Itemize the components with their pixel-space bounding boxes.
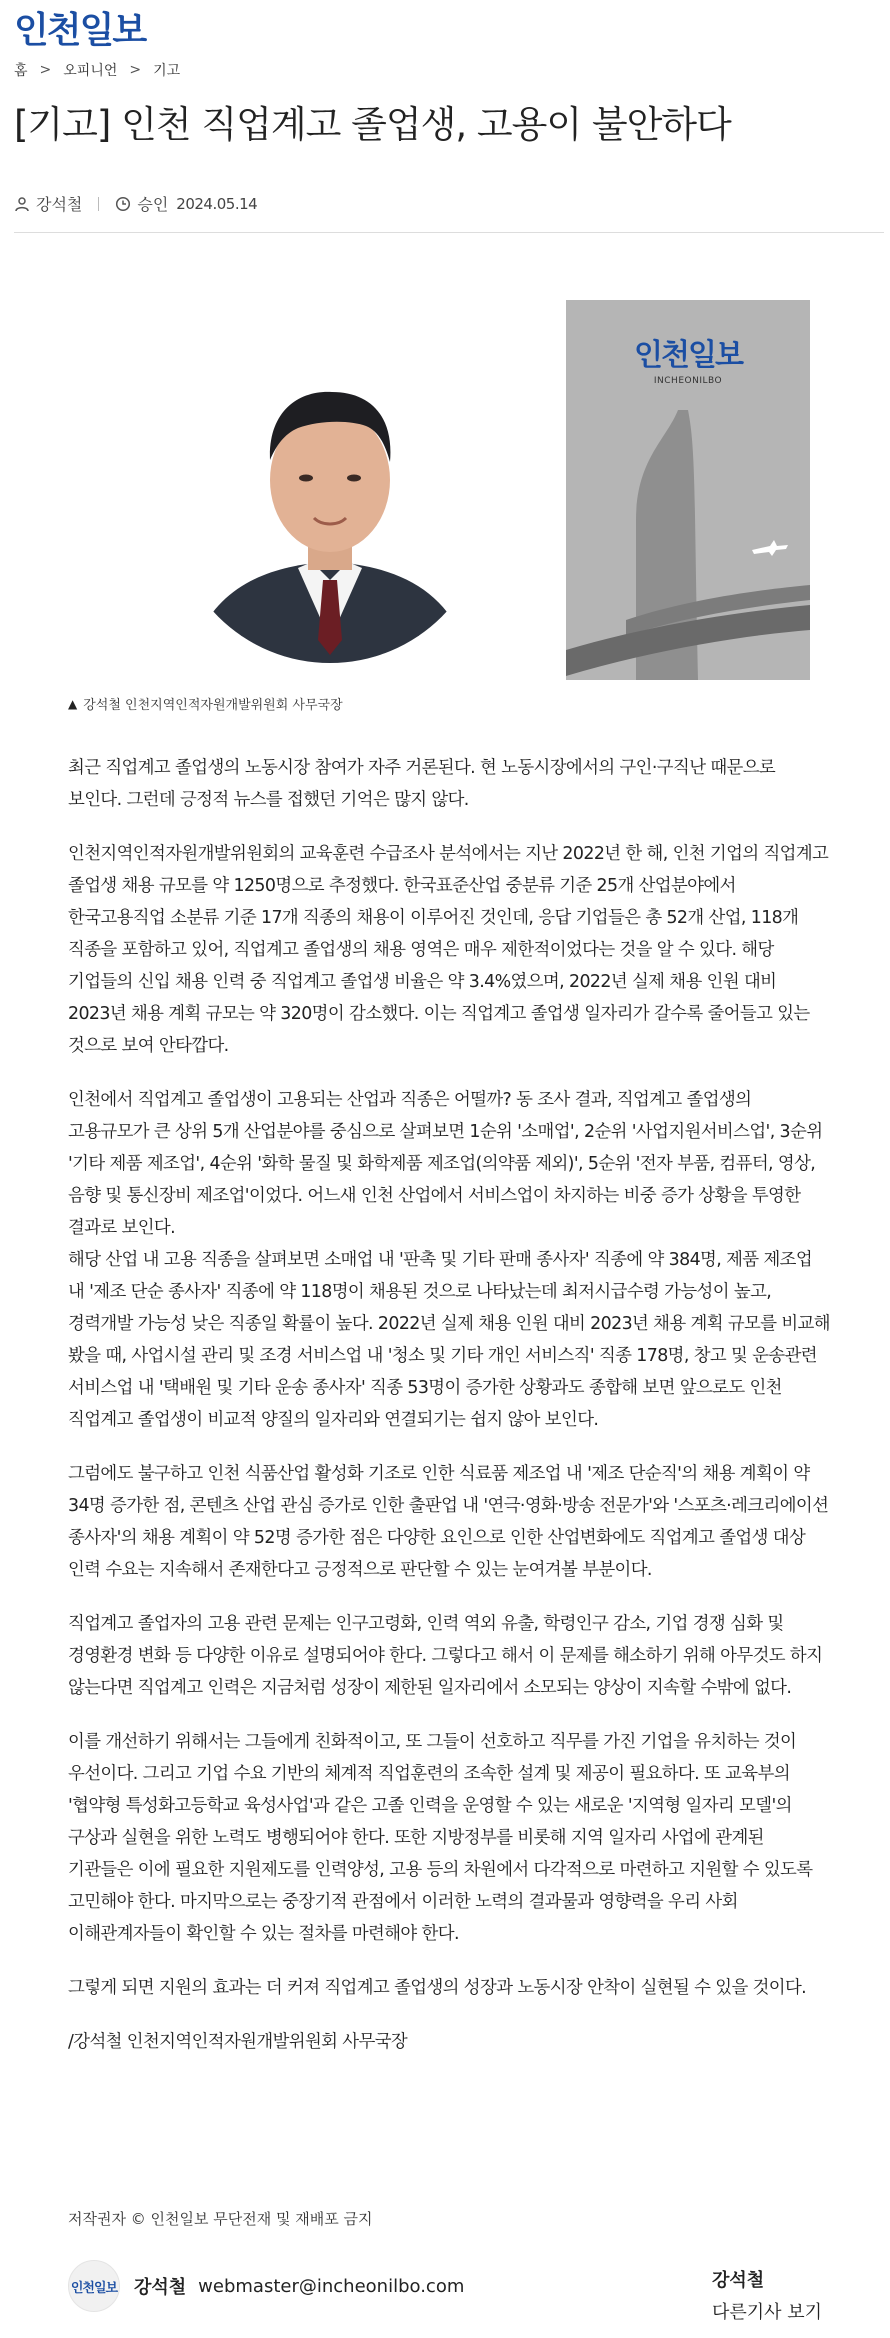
breadcrumb <box>14 60 180 80</box>
article-paragraph: 인천지역인적자원개발위원회의 교육훈련 수급조사 분석에서는 지난 2022년 한 해, 인천 기업의 직업계고 졸업생 채용 규모를 약 1250명으로 추정했다. 한국표준산업 중분류 기준 25개 산업분야에서 한국고용직업 소분류 기준 17개 직종의 채용이 이루어진 것인데, 응답 기업들은 총 52개 산업, 118개 직종을 포함하고 있어, 직업계고 졸업생의 채용 영역은 매우 제한적이었다는 것을 알 수 있다. 해당 기업들의 신입 채용 인력 중 직업계고 졸업생 비율은 약 3.4%였으며, 2022년 실제 채용 인원 대비 2023년 채용 계획 규모는 약 320명이 감소했다. 이는 직업계고 졸업생 일자리가 갈수록 줄어들고 있는 것으로 보여 안타깝다. <box>68 844 829 1056</box>
article-paragraph: 그렇게 되면 지원의 효과는 더 커져 직업계고 졸업생의 성장과 노동시장 안착이 실현될 수 있을 것이다. <box>68 1978 807 1998</box>
breadcrumb-home[interactable]: 홈 <box>14 63 28 79</box>
article-meta <box>14 192 257 215</box>
chevron-right-icon: > <box>129 62 142 78</box>
article-paragraph: 인천에서 직업계고 졸업생이 고용되는 산업과 직종은 어떨까? 동 조사 결과, 직업계고 졸업생의 고용규모가 큰 상위 5개 산업분야를 중심으로 살펴보면 1순위 '소매업', 2순위 '사업지원서비스업', 3순위 '기타 제품 제조업', 4순위 '화학 물질 및 화학제품 제조업(의약품 제외)', 5순위 '전자 부품, 컴퓨터, 영상, 음향 및 통신장비 제조업'이었다. 어느새 인천 산업에서 서비스업이 차지하는 비중 증가 상황을 투영한 결과로 보인다. <box>68 1090 823 1238</box>
more-articles-link[interactable]: 다른기사 보기 <box>712 2302 823 2323</box>
image-logo-sub: INCHEONILBO <box>653 376 723 386</box>
article-paragraph: 해당 산업 내 고용 직종을 살펴보면 소매업 내 '판촉 및 기타 판매 종사자' 직종에 약 384명, 제품 제조업 내 '제조 단순 종사자' 직종에 약 118명이 채용된 것으로 나타났는데 최저시급수령 가능성이 높고, 경력개발 가능성 낮은 직종일 확률이 높다. 2022년 실제 채용 인원 대비 2023년 채용 계획 규모를 비교해 봤을 때, 사업시설 관리 및 조경 서비스업 내 '청소 및 기타 개인 서비스직' 직종 178명, 창고 및 운송관련 서비스업 내 '택배원 및 기타 운송 종사자' 직종 53명이 증가한 상황과도 종합해 보면 앞으로도 인천 직업계고 졸업생이 비교적 양질의 일자리와 연결되기는 쉽지 않아 보인다. <box>68 1250 830 1430</box>
approved-label: 승인 <box>137 195 169 214</box>
article-paragraph: 최근 직업계고 졸업생의 노동시장 참여가 자주 거론된다. 현 노동시장에서의 구인·구직난 때문으로 보인다. 그런데 긍정적 뉴스를 접했던 기억은 많지 않다. <box>68 758 776 810</box>
author-email-link[interactable]: webmaster@incheonilbo.com <box>198 2275 465 2297</box>
breadcrumb-contribution[interactable]: 기고 <box>153 63 181 79</box>
article-signature: /강석철 인천지역인적자원개발위원회 사무국장 <box>68 2032 408 2052</box>
article-paragraph: 이를 개선하기 위해서는 그들에게 친화적이고, 또 그들이 선호하고 직무를 가진 기업을 유치하는 것이 우선이다. 그리고 기업 수요 기반의 체계적 직업훈련의 조속한 설계 및 제공이 필요하다. 또 교육부의 '협약형 특성화고등학교 육성사업'과 같은 고졸 인력을 운영할 수 있는 새로운 '지역형 일자리 모델'의 구상과 실현을 위한 노력도 병행되어야 한다. 또한 지방정부를 비롯해 지역 일자리 사업에 관계된 기관들은 이에 필요한 지원제도를 인력양성, 고용 등의 차원에서 다각적으로 마련하고 지원할 수 있도록 고민해야 한다. 마지막으로는 중장기적 관점에서 이러한 노력의 결과물과 영향력을 우리 사회 이해관계자들이 확인할 수 있는 절차를 마련해야 한다. <box>68 1732 813 1944</box>
meta-divider <box>98 197 99 211</box>
caption-text: 강석철 인천지역인적자원개발위원회 사무국장 <box>83 698 343 713</box>
photo-caption <box>68 694 343 713</box>
triangle-up-icon: ▲ <box>68 696 78 711</box>
image-logo-main: 인천일보 <box>634 338 742 373</box>
logo-text-part1: 인천 <box>14 9 80 51</box>
approved-date: 2024.05.14 <box>176 194 258 213</box>
author-portrait <box>180 340 480 670</box>
avatar-logo-text: 인천일보 <box>70 2280 118 2296</box>
more-author-name: 강석철 <box>712 2270 765 2291</box>
person-icon <box>14 196 30 212</box>
footer-author-name: 강석철 <box>134 2277 187 2298</box>
image-logo-text <box>606 330 770 386</box>
article-body <box>68 752 832 2058</box>
logo-text-part2: 일보 <box>79 9 146 51</box>
chevron-right-icon: > <box>39 62 52 78</box>
article-paragraph: 그럼에도 불구하고 인천 식품산업 활성화 기조로 인한 식료품 제조업 내 '제조 단순직'의 채용 계획이 약 34명 증가한 점, 콘텐츠 산업 관심 증가로 인한 출판업 내 '연극·영화·방송 전문가'와 '스포츠·레크리에이션 종사자'의 채용 계획이 약 52명 증가한 점은 다양한 요인으로 인한 산업변화에도 직업계고 졸업생 대상 인력 수요는 지속해서 존재한다고 긍정적으로 판단할 수 있는 눈여겨볼 부분이다. <box>68 1464 829 1580</box>
author-box <box>68 2260 464 2312</box>
author-avatar <box>68 2260 120 2312</box>
article-title: [기고] 인천 직업계고 졸업생, 고용이 불안하다 <box>14 103 731 146</box>
author-more <box>712 2266 862 2324</box>
copyright-notice: 저작권자 © 인천일보 무단전재 및 재배포 금지 <box>68 2210 373 2228</box>
article-author[interactable]: 강석철 <box>36 195 83 214</box>
article-paragraph: 직업계고 졸업자의 고용 관련 문제는 인구고령화, 인력 역외 유출, 학령인구 감소, 기업 경쟁 심화 및 경영환경 변화 등 다양한 이유로 설명되어야 한다. 그렇다고 해서 이 문제를 해소하기 위해 아무것도 하지 않는다면 직업계고 인력은 지금처럼 성장이 제한된 일자리에서 소모되는 양상이 지속할 수밖에 없다. <box>68 1614 823 1698</box>
clock-icon <box>115 196 131 212</box>
header-divider <box>14 232 884 233</box>
site-logo[interactable] <box>14 4 145 50</box>
breadcrumb-opinion[interactable]: 오피니언 <box>63 63 118 79</box>
